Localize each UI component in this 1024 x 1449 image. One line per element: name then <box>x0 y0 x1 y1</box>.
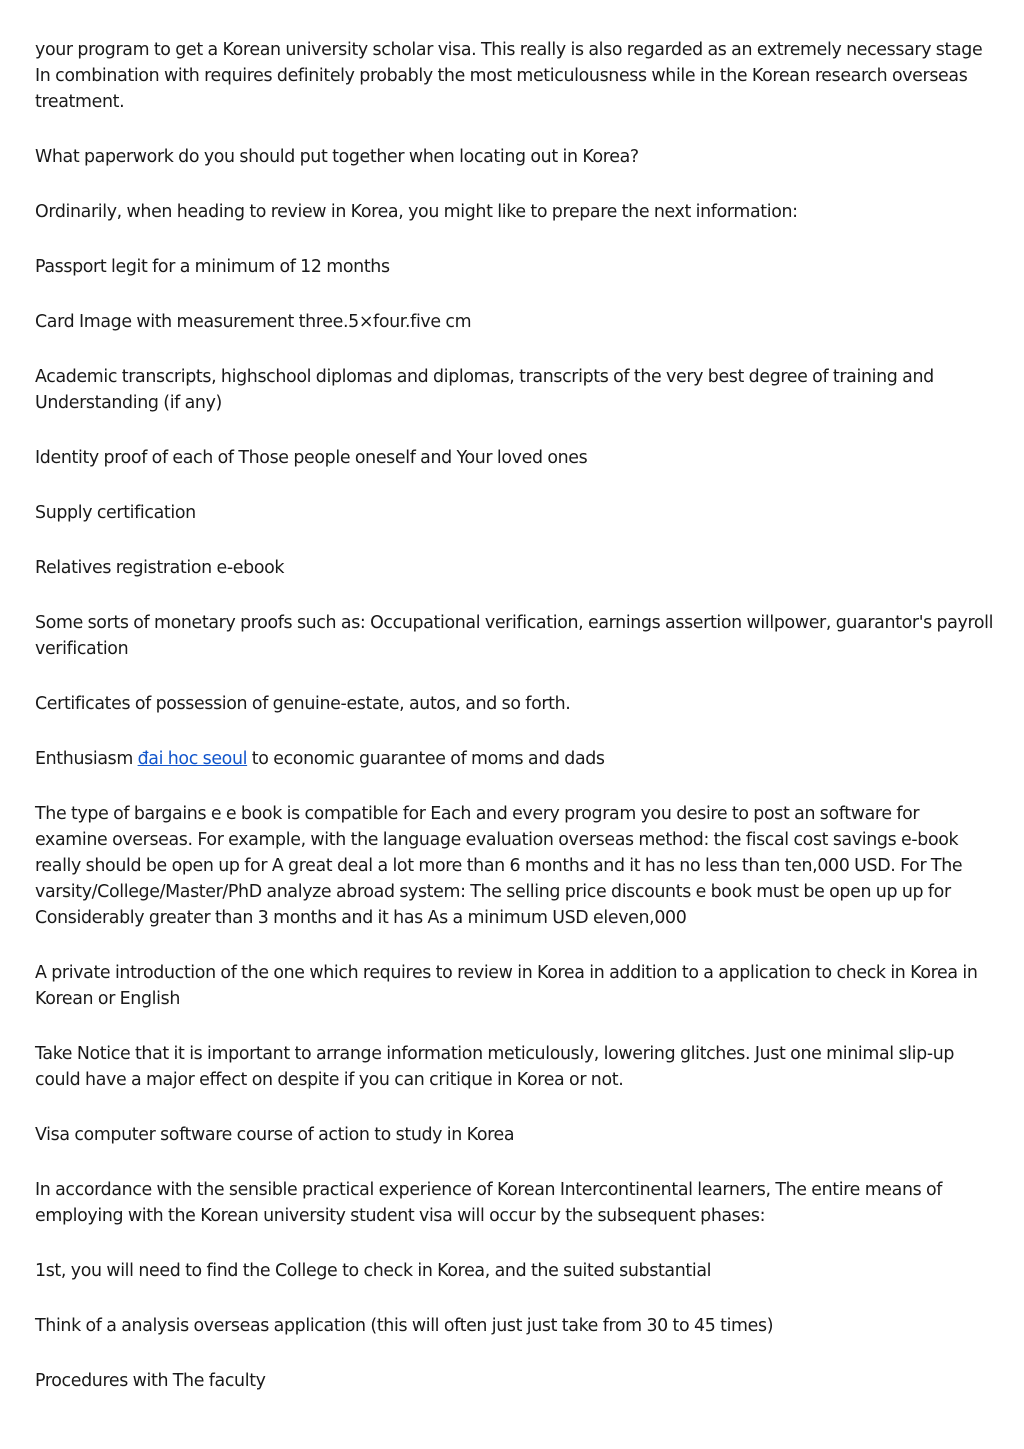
paragraph-supply-certification: Supply certification <box>35 503 196 523</box>
enthusiasm-text-before: Enthusiasm <box>35 749 138 769</box>
paragraph-take-notice: Take Notice that it is important to arrange information meticulously, lowering glitches. Just one minimal slip-up could have a major effect on despite if you can critique in Korea or not. <box>35 1044 955 1090</box>
paragraph-intro: your program to get a Korean university scholar visa. This really is also regarded as an extremely necessary stage In combination with requires definitely probably the most meticulousness while in the Korean research overseas treatment. <box>35 40 983 112</box>
paragraph-private-introduction: A private introduction of the one which requires to review in Korea in addition to a application to check in Korea in Korean or English <box>35 963 978 1009</box>
paragraph-paperwork-question: What paperwork do you should put together when locating out in Korea? <box>35 147 639 167</box>
paragraph-monetary-proofs: Some sorts of monetary proofs such as: Occupational verification, earnings assertion willpower, guarantor's payroll verification <box>35 613 994 659</box>
document-body <box>35 37 995 1423</box>
paragraph-transcripts: Academic transcripts, highschool diplomas and diplomas, transcripts of the very best degree of training and Understanding (if any) <box>35 367 934 413</box>
paragraph-identity-proof: Identity proof of each of Those people oneself and Your loved ones <box>35 448 588 468</box>
enthusiasm-text-after: to economic guarantee of moms and dads <box>247 749 605 769</box>
paragraph-enthusiasm <box>35 746 995 772</box>
paragraph-visa-heading: Visa computer software course of action to study in Korea <box>35 1125 515 1145</box>
paragraph-accordance: In accordance with the sensible practical experience of Korean Intercontinental learners, The entire means of employing with the Korean university student visa will occur by the subsequent phases: <box>35 1180 943 1226</box>
paragraph-procedures: Procedures with The faculty <box>35 1371 266 1391</box>
paragraph-analysis-application: Think of a analysis overseas application (this will often just just take from 30 to 45 times) <box>35 1316 774 1336</box>
paragraph-first-step: 1st, you will need to find the College to check in Korea, and the suited substantial <box>35 1261 712 1281</box>
paragraph-card-image: Card Image with measurement three.5×four.five cm <box>35 312 472 332</box>
paragraph-relatives-registration: Relatives registration e-ebook <box>35 558 285 578</box>
dai-hoc-seoul-link[interactable]: đai hoc seoul <box>137 749 248 769</box>
paragraph-certificates: Certificates of possession of genuine-estate, autos, and so forth. <box>35 694 571 714</box>
paragraph-bargains-ebook: The type of bargains e e book is compatible for Each and every program you desire to post an software for examine overseas. For example, with the language evaluation overseas method: the fiscal cost savings e-book really should be open up for A great deal a lot more than 6 months and it has no less than ten,000 USD. For The varsity/College/Master/PhD analyze abroad system: The selling price discounts e book must be open up up for Considerably greater than 3 months and it has As a minimum USD eleven,000 <box>35 804 963 928</box>
paragraph-prepare: Ordinarily, when heading to review in Korea, you might like to prepare the next information: <box>35 202 798 222</box>
paragraph-passport: Passport legit for a minimum of 12 months <box>35 257 390 277</box>
